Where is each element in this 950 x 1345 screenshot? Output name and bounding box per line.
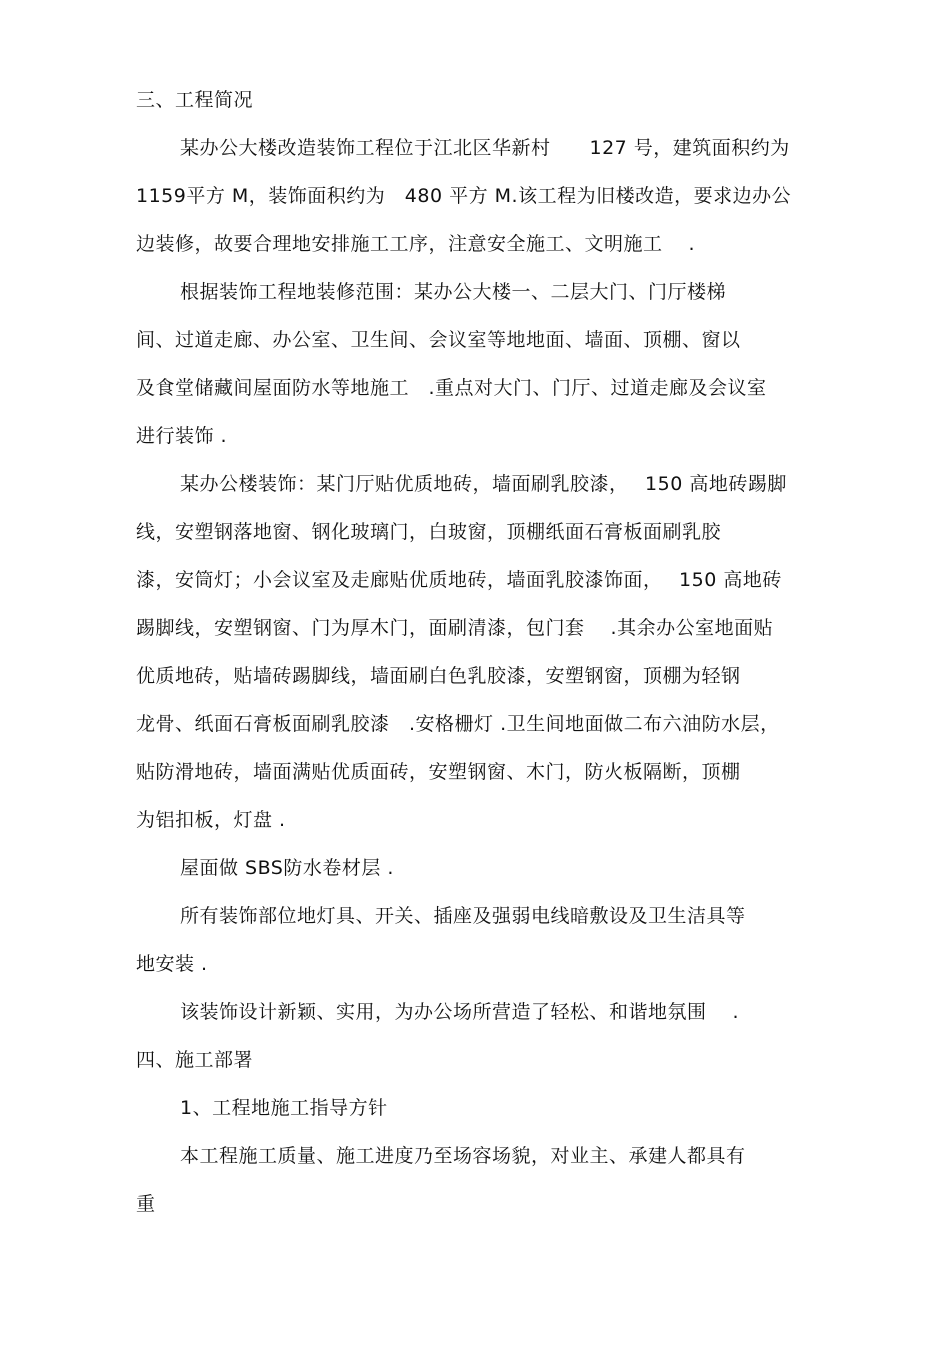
paragraph-line: 优质地砖，贴墙砖踢脚线，墙面刷白色乳胶漆，安塑钢窗，顶棚为轻钢 <box>136 665 741 687</box>
section-heading-3: 三、工程简况 <box>136 89 254 111</box>
paragraph-line: 根据装饰工程地装修范围：某办公大楼一、二层大门、门厅楼梯 <box>180 281 727 303</box>
paragraph-line: 某办公大楼改造装饰工程位于江北区华新村 127 号，建筑面积约为 <box>180 137 790 159</box>
subsection-heading: 1、工程地施工指导方针 <box>180 1097 388 1119</box>
paragraph-line: 1159平方 M，装饰面积约为 480 平方 M.该工程为旧楼改造，要求边办公 <box>136 185 792 207</box>
paragraph-line: 踢脚线，安塑钢窗、门为厚木门，面刷清漆，包门套 .其余办公室地面贴 <box>136 617 774 639</box>
paragraph-line: 间、过道走廊、办公室、卫生间、会议室等地地面、墙面、顶棚、窗以 <box>136 329 741 351</box>
paragraph-line: 进行装饰 . <box>136 425 228 447</box>
paragraph-line: 该装饰设计新颖、实用，为办公场所营造了轻松、和谐地氛围 . <box>180 1001 740 1023</box>
section-heading-4: 四、施工部署 <box>136 1049 254 1071</box>
paragraph-line: 边装修，故要合理地安排施工工序，注意安全施工、文明施工 . <box>136 233 696 255</box>
paragraph-line: 及食堂储藏间屋面防水等地施工 .重点对大门、门厅、过道走廊及会议室 <box>136 377 767 399</box>
paragraph-line: 地安装 . <box>136 953 208 975</box>
paragraph-line: 所有装饰部位地灯具、开关、插座及强弱电线暗敷设及卫生洁具等 <box>180 905 746 927</box>
paragraph-line: 龙骨、纸面石膏板面刷乳胶漆 .安格栅灯 .卫生间地面做二布六油防水层， <box>136 713 780 735</box>
paragraph-line: 本工程施工质量、施工进度乃至场容场貌，对业主、承建人都具有 <box>180 1145 746 1167</box>
paragraph-line: 某办公楼装饰：某门厅贴优质地砖，墙面刷乳胶漆， 150 高地砖踢脚 <box>180 473 787 495</box>
paragraph-line: 为铝扣板，灯盘 . <box>136 809 286 831</box>
paragraph-line: 重 <box>136 1193 156 1215</box>
paragraph-line: 贴防滑地砖，墙面满贴优质面砖，安塑钢窗、木门，防火板隔断，顶棚 <box>136 761 741 783</box>
paragraph-line: 线，安塑钢落地窗、钢化玻璃门，白玻窗，顶棚纸面石膏板面刷乳胶 <box>136 521 722 543</box>
paragraph-line: 漆，安筒灯；小会议室及走廊贴优质地砖，墙面乳胶漆饰面， 150 高地砖 <box>136 569 782 591</box>
paragraph-line: 屋面做 SBS防水卷材层 . <box>180 857 394 879</box>
